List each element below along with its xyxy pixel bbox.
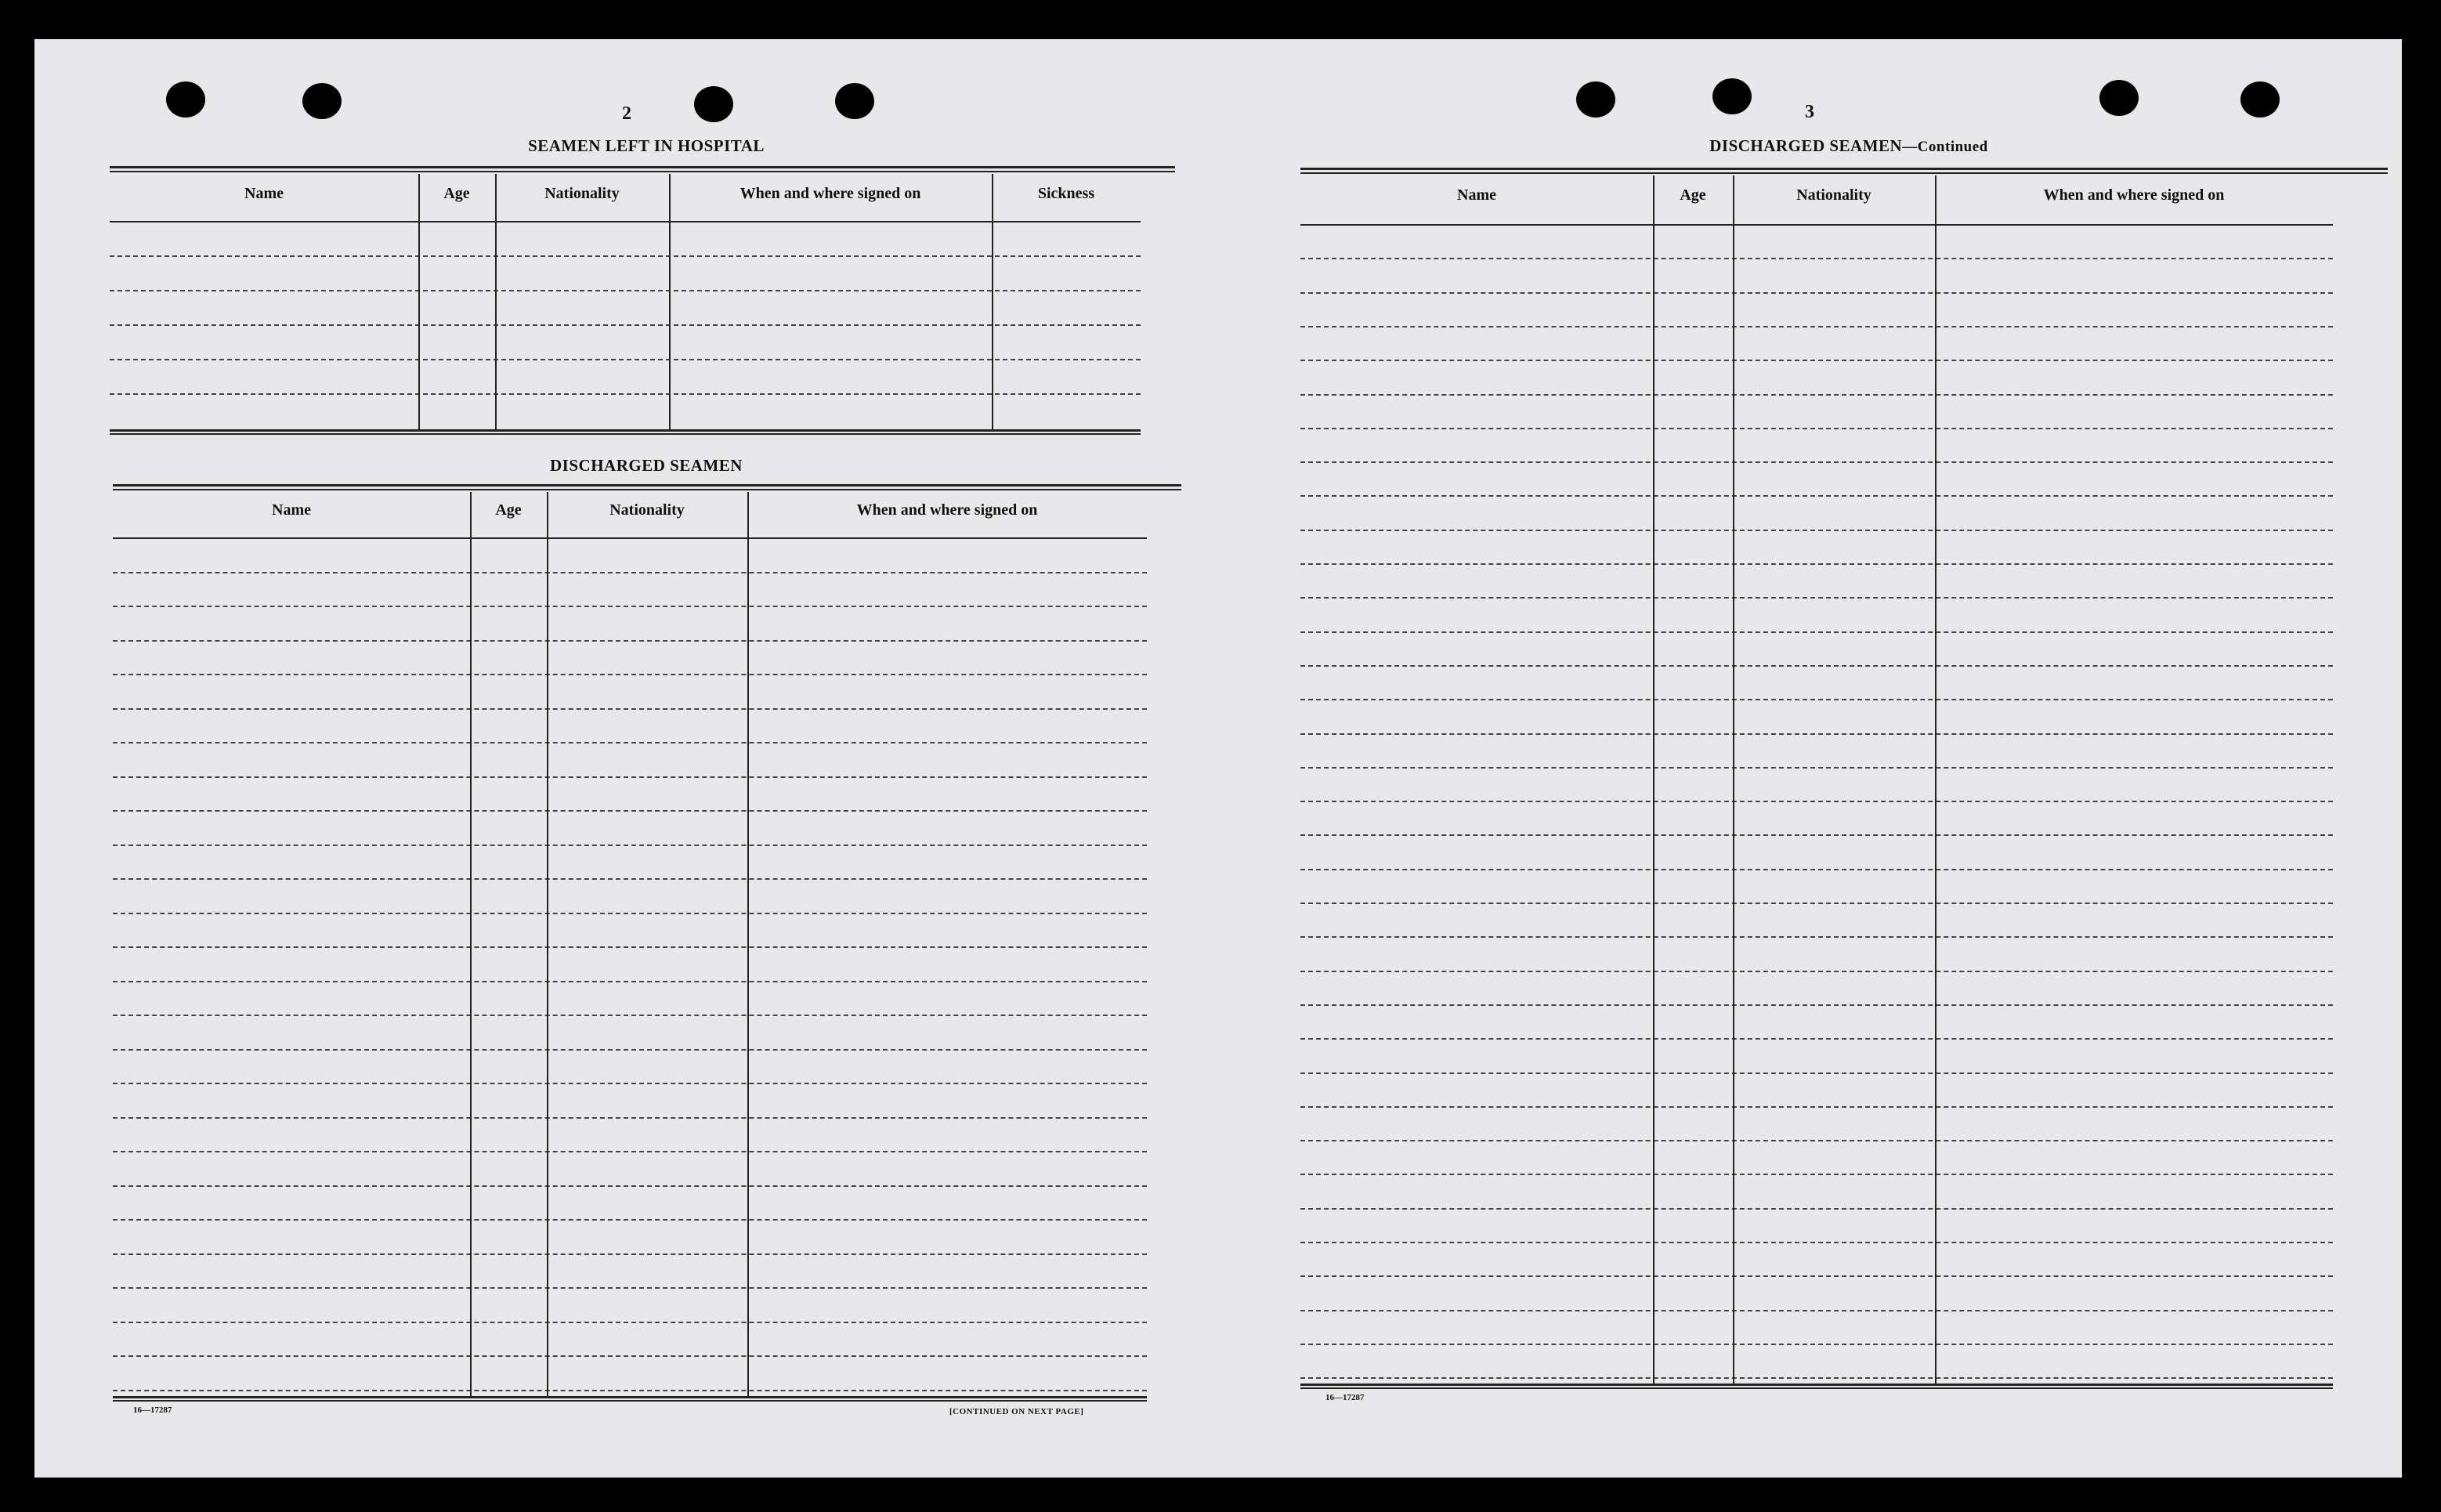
ruled-line — [1300, 733, 2333, 735]
punch-hole — [835, 83, 874, 119]
ruled-line — [113, 1219, 1147, 1221]
ruled-line — [1300, 394, 2333, 396]
ruled-line — [113, 776, 1147, 778]
ruled-line — [1300, 767, 2333, 769]
column-divider — [418, 174, 420, 429]
ruled-line — [1300, 326, 2333, 327]
ruled-line — [113, 981, 1147, 982]
punch-hole — [694, 86, 733, 122]
column-divider — [992, 174, 993, 429]
ruled-line — [113, 1322, 1147, 1323]
ruled-line — [113, 845, 1147, 846]
punch-hole — [302, 83, 342, 119]
discharged-top-rule — [113, 484, 1181, 490]
continued-section-title-main: DISCHARGED SEAMEN — [1709, 136, 1903, 155]
ruled-line — [1300, 834, 2333, 836]
ruled-line — [113, 742, 1147, 743]
ruled-line — [113, 1049, 1147, 1051]
column-divider — [1733, 175, 1734, 1384]
column-divider — [1653, 175, 1654, 1384]
column-header: Name — [272, 501, 311, 519]
ruled-line — [113, 946, 1147, 948]
ruled-line — [113, 1015, 1147, 1016]
table-bottom-rule — [110, 429, 1141, 435]
header-rule — [113, 537, 1147, 539]
ruled-line — [113, 1185, 1147, 1187]
ruled-line — [1300, 971, 2333, 972]
ruled-line — [113, 1287, 1147, 1289]
column-divider — [669, 174, 671, 429]
column-divider — [495, 174, 497, 429]
ruled-line — [1300, 699, 2333, 700]
ruled-line — [110, 393, 1141, 395]
page-number-right: 3 — [1805, 102, 1814, 122]
table-bottom-rule — [113, 1396, 1147, 1402]
column-header: Name — [1457, 186, 1496, 204]
ruled-line — [1300, 1275, 2333, 1277]
ruled-line — [1300, 563, 2333, 565]
ruled-line — [1300, 1038, 2333, 1040]
ruled-line — [110, 290, 1141, 291]
ruled-line — [113, 606, 1147, 607]
continued-top-rule — [1300, 168, 2388, 174]
ruled-line — [1300, 869, 2333, 870]
ruled-line — [1300, 428, 2333, 429]
ruled-line — [113, 1117, 1147, 1119]
ruled-line — [1300, 665, 2333, 667]
punch-hole — [2240, 81, 2280, 118]
ruled-line — [1300, 902, 2333, 904]
page-number-left: 2 — [622, 103, 631, 124]
ruled-line — [1300, 1073, 2333, 1074]
ruled-line — [1300, 1106, 2333, 1108]
form-code-right: 16—17287 — [1325, 1393, 1365, 1402]
ruled-line — [110, 359, 1141, 360]
column-header: Age — [495, 501, 522, 519]
header-rule — [110, 221, 1141, 222]
ruled-line — [113, 674, 1147, 675]
column-divider — [747, 492, 749, 1396]
ruled-line — [1300, 292, 2333, 294]
hospital-top-rule — [110, 166, 1175, 172]
column-divider — [470, 492, 472, 1396]
ruled-line — [1300, 360, 2333, 361]
column-header: Nationality — [544, 185, 620, 202]
ruled-line — [1300, 258, 2333, 259]
column-header: Age — [1680, 186, 1706, 204]
ruled-line — [1300, 1242, 2333, 1243]
ruled-line — [113, 1253, 1147, 1255]
column-header: When and where signed on — [740, 185, 921, 202]
column-header: Age — [443, 185, 470, 202]
table-bottom-rule — [1300, 1384, 2333, 1389]
continued-note: [CONTINUED ON NEXT PAGE] — [949, 1407, 1084, 1416]
punch-hole — [2099, 80, 2139, 116]
ruled-line — [113, 1355, 1147, 1357]
ruled-line — [113, 708, 1147, 710]
ruled-line — [1300, 631, 2333, 633]
column-header: Sickness — [1037, 185, 1095, 202]
ruled-line — [113, 640, 1147, 642]
ruled-line — [1300, 495, 2333, 497]
punch-hole — [166, 81, 205, 118]
ruled-line — [1300, 1344, 2333, 1345]
punch-hole — [1576, 81, 1615, 118]
header-rule — [1300, 224, 2333, 226]
ruled-line — [113, 572, 1147, 573]
continued-section-title — [1300, 136, 2397, 156]
column-header: Nationality — [609, 501, 685, 519]
ruled-line — [1300, 1004, 2333, 1006]
column-header: When and where signed on — [856, 501, 1038, 519]
discharged-section-title: DISCHARGED SEAMEN — [550, 456, 743, 475]
ruled-line — [113, 1151, 1147, 1152]
column-divider — [547, 492, 548, 1396]
document-sheet — [34, 39, 2402, 1478]
ruled-line — [1300, 1377, 2333, 1379]
ruled-line — [1300, 461, 2333, 463]
ruled-line — [1300, 597, 2333, 599]
ruled-line — [1300, 1310, 2333, 1311]
ruled-line — [113, 878, 1147, 880]
ruled-line — [1300, 936, 2333, 938]
ruled-line — [113, 913, 1147, 914]
ruled-line — [113, 1083, 1147, 1084]
ruled-line — [1300, 1140, 2333, 1141]
column-header: Nationality — [1796, 186, 1871, 204]
column-divider — [1935, 175, 1937, 1384]
ruled-line — [1300, 530, 2333, 531]
column-header: When and where signed on — [2043, 186, 2225, 204]
ruled-line — [1300, 801, 2333, 802]
ruled-line — [1300, 1174, 2333, 1175]
punch-hole — [1712, 78, 1752, 114]
continued-section-title-suffix: —Continued — [1902, 139, 1988, 155]
ruled-line — [1300, 1208, 2333, 1210]
hospital-section-title: SEAMEN LEFT IN HOSPITAL — [528, 136, 765, 155]
ruled-line — [113, 810, 1147, 812]
ruled-line — [110, 255, 1141, 257]
ruled-line — [113, 1390, 1147, 1391]
ruled-line — [110, 324, 1141, 326]
column-header: Name — [244, 185, 284, 202]
form-code-left: 16—17287 — [133, 1405, 172, 1415]
